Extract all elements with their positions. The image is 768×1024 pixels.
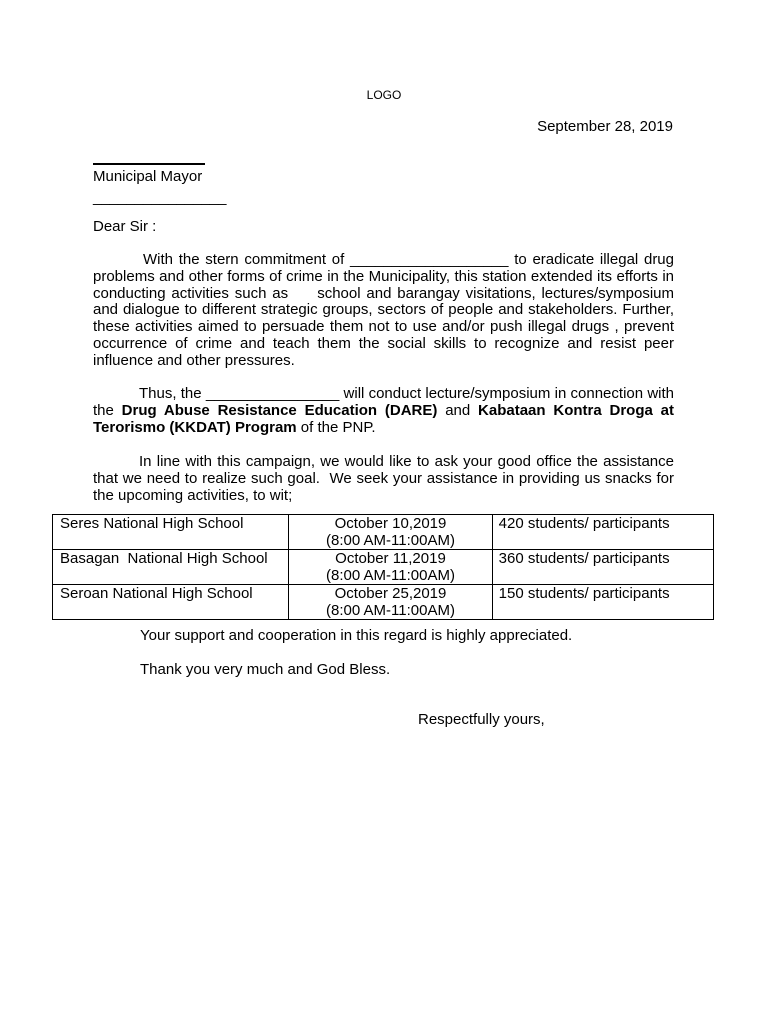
recipient-title: Municipal Mayor	[93, 168, 203, 185]
school-name: Seres National High School	[53, 515, 289, 550]
paragraph-request	[93, 454, 674, 504]
paragraph-program	[93, 386, 674, 436]
participants-count: 420 students/ participants	[492, 515, 713, 550]
table-row	[53, 515, 714, 550]
schedule-time: (8:00 AM-11:00AM)	[326, 602, 455, 619]
schedule-time: (8:00 AM-11:00AM)	[326, 567, 455, 584]
paragraph-program-text-d: of the PNP.	[296, 418, 376, 436]
participants-count: 360 students/ participants	[492, 550, 713, 585]
paragraph-program-text-a: Thus, the ________________ will conduct lecture/symposium in connection with the	[93, 385, 674, 419]
schedule-date: October 10,2019	[334, 515, 447, 532]
closing-thanks: Thank you very much and God Bless.	[140, 661, 391, 678]
logo-placeholder: LOGO	[366, 88, 402, 102]
letter-date: September 28, 2019	[537, 118, 673, 135]
schedule-date: October 11,2019	[335, 550, 446, 567]
dare-program-name: Drug Abuse Resistance Education (DARE)	[121, 401, 438, 419]
table-row	[53, 585, 714, 620]
schedule-date: October 25,2019	[334, 585, 447, 602]
recipient-blank-line: ________________	[93, 189, 227, 206]
school-name: Basagan National High School	[53, 550, 289, 585]
schedule-date-cell	[289, 515, 492, 550]
schedule-table	[52, 514, 714, 620]
paragraph-commitment	[93, 252, 674, 370]
paragraph-commitment-text: With the stern commitment of ___________________ to eradicate illegal drug problems and other forms of crime in the Municipality, this station extended its efforts in conducting activities such as school and barangay visitations, lectures/symposium and dialogue to different strategic groups, sectors of people and stakeholders. Further, these activities aimed to persuade them not to use and/or push illegal drugs , prevent occurrence of crime and teach them the social skills to recognize and resist peer influence and other pressures.	[93, 251, 674, 369]
salutation: Dear Sir :	[93, 218, 157, 235]
paragraph-request-text: In line with this campaign, we would like to ask your good office the assistance that we need to realize such goal. We seek your assistance in providing us snacks for the upcoming activities, to wit;	[93, 453, 674, 504]
kkdat-program-name: Kabataan Kontra Droga at Terorismo (KKDAT) Program	[93, 401, 674, 436]
closing-appreciation: Your support and cooperation in this regard is highly appreciated.	[140, 627, 573, 644]
participants-count: 150 students/ participants	[492, 585, 713, 620]
schedule-date-cell	[289, 585, 492, 620]
complimentary-close: Respectfully yours,	[418, 711, 545, 728]
schedule-time: (8:00 AM-11:00AM)	[326, 532, 455, 549]
school-name: Seroan National High School	[53, 585, 289, 620]
table-row	[53, 550, 714, 585]
paragraph-program-text-c: and	[437, 401, 479, 419]
schedule-date-cell	[289, 550, 492, 585]
name-underline	[93, 163, 205, 165]
